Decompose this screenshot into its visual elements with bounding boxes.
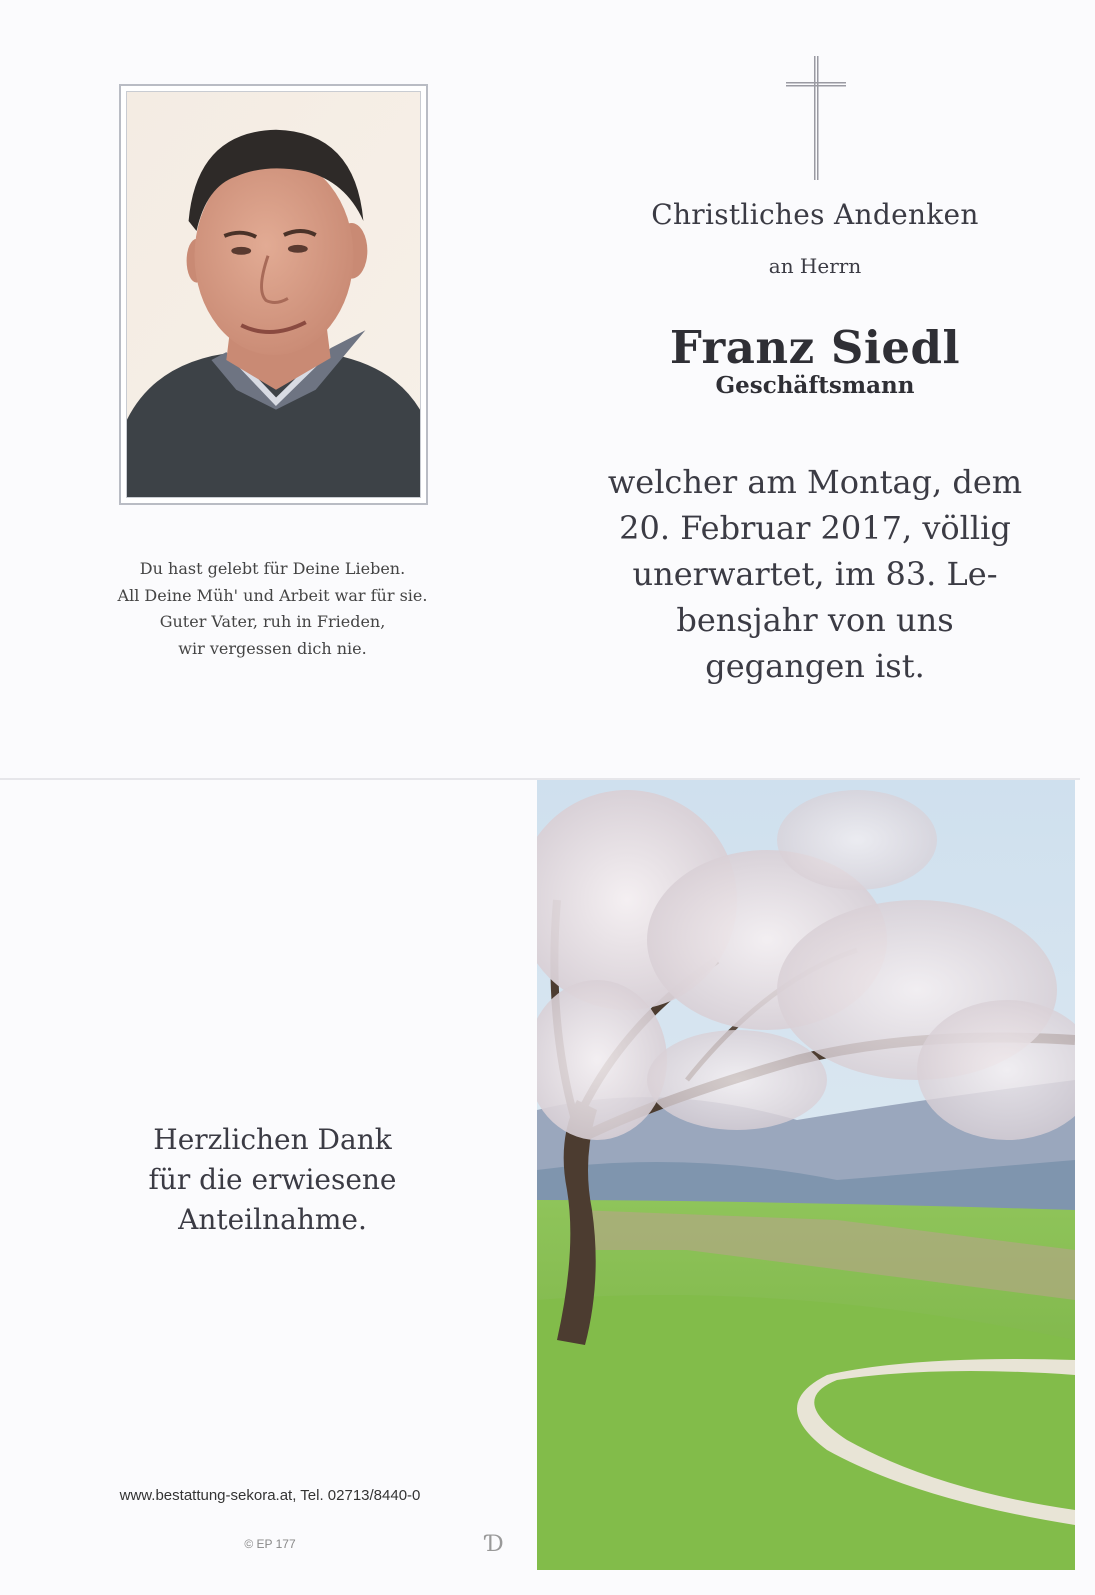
death-notice-line: unerwartet, im 83. Le- <box>632 555 998 593</box>
poem-line: All Deine Müh' und Arbeit war für sie. <box>117 585 428 605</box>
death-notice-line: welcher am Montag, dem <box>607 463 1023 501</box>
deceased-profession: Geschäftsmann <box>715 372 915 399</box>
cross-icon <box>786 56 846 180</box>
thanks-line: Anteilnahme. <box>178 1203 367 1236</box>
corner-mark: Ɗ <box>486 1532 504 1557</box>
deceased-name: Franz Siedl <box>669 321 961 374</box>
death-notice-line: gegangen ist. <box>705 647 925 685</box>
thanks-line: für die erwiesene <box>148 1163 397 1196</box>
poem-line: Guter Vater, ruh in Frieden, <box>159 612 386 631</box>
landscape-photo <box>537 780 1075 1570</box>
portrait-photo <box>127 92 420 497</box>
blossom-tree-image <box>537 780 1075 1570</box>
death-notice <box>590 459 1040 689</box>
poem-line: wir vergessen dich nie. <box>178 638 367 658</box>
thanks-message <box>90 1120 455 1240</box>
death-notice-line: 20. Februar 2017, völlig <box>619 509 1011 547</box>
death-notice-line: bensjahr von uns <box>676 601 954 639</box>
portrait-frame <box>119 84 428 505</box>
copyright-code: © EP 177 <box>244 1537 296 1551</box>
thanks-line: Herzlichen Dank <box>153 1123 392 1156</box>
poem-line: Du hast gelebt für Deine Lieben. <box>139 559 406 578</box>
poem <box>70 556 475 662</box>
funeral-home-contact: www.bestattung-sekora.at, Tel. 02713/8440-0 <box>119 1487 421 1504</box>
memorial-heading: Christliches Andenken <box>651 198 979 231</box>
salutation: an Herrn <box>768 254 862 278</box>
